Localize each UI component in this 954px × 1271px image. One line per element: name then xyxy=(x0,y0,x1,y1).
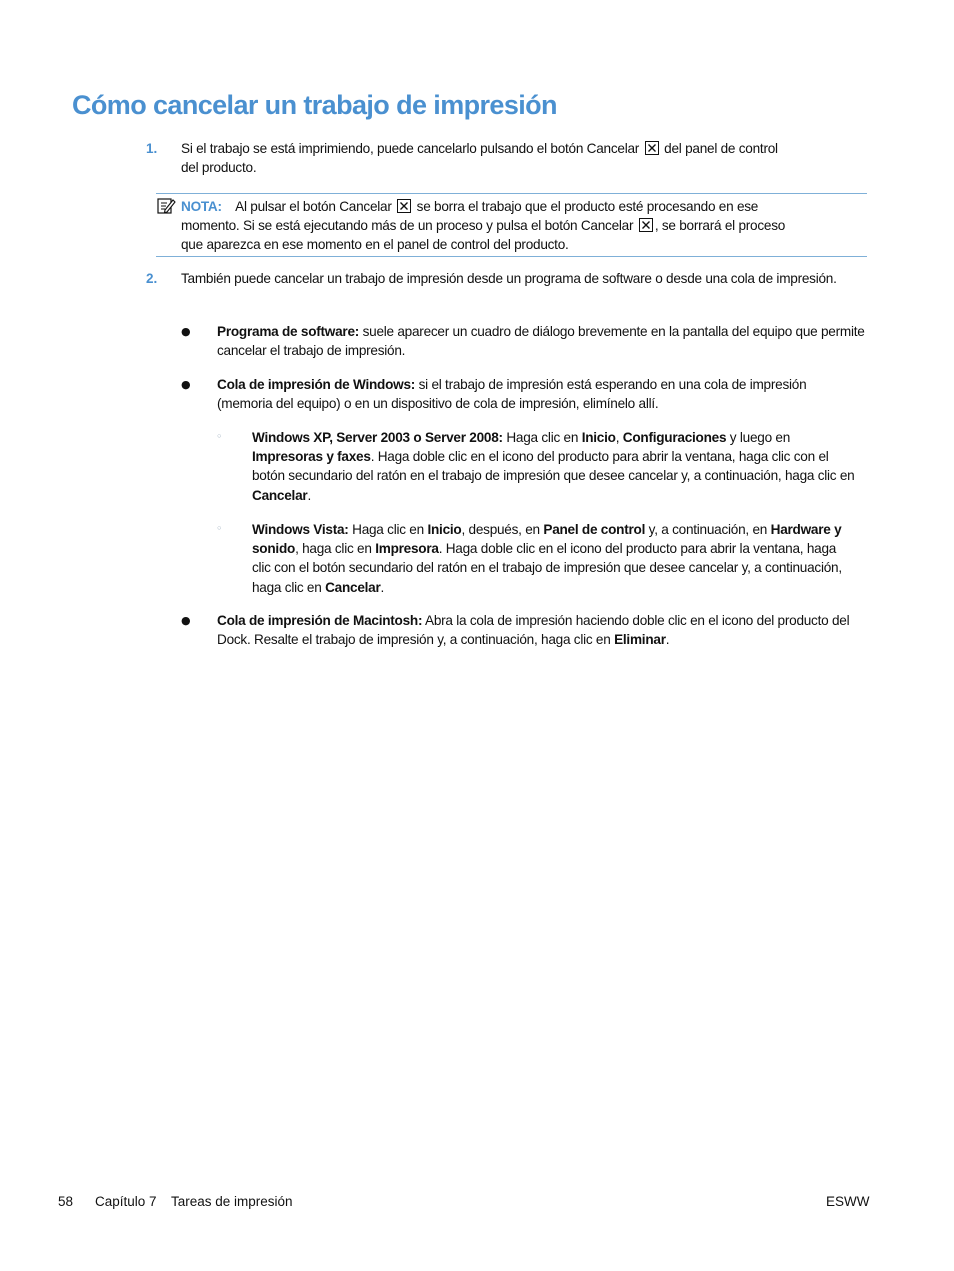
xp-configuraciones: Configuraciones xyxy=(622,430,727,445)
vista-impresora: Impresora xyxy=(375,541,439,557)
sub-bullet-vista xyxy=(252,520,857,597)
xp-text-1: Haga clic en xyxy=(506,430,579,445)
bullet-windows-text: si el trabajo de impresión está esperando en una cola de impresión (memoria del equipo) o en un dispositivo de cola de impresión, elimínelo allí. xyxy=(217,377,807,412)
sub-bullet-marker: ◦ xyxy=(216,430,223,443)
bullet-marker: ● xyxy=(181,378,191,391)
step-1-text-b: del panel de control xyxy=(664,141,778,156)
bullet-mac xyxy=(217,611,857,649)
cancel-x-icon xyxy=(645,141,659,155)
xp-text-3: y luego en xyxy=(729,430,791,445)
page-title: Cómo cancelar un trabajo de impresión xyxy=(72,90,557,120)
bullet-marker: ● xyxy=(181,614,191,627)
step-1-text xyxy=(181,139,871,177)
step-1-text-c: del producto. xyxy=(181,160,257,176)
cancel-x-icon xyxy=(397,199,411,213)
xp-text-4: . Haga doble clic en el icono del producto para abrir la ventana, haga clic con el botón secundario del ratón en el trabajo de impresión que desee cancelar y, a continuación, haga clic en xyxy=(252,449,855,484)
xp-cancelar: Cancelar xyxy=(252,487,308,503)
step-2-number: 2. xyxy=(146,271,158,286)
xp-text-5: . xyxy=(307,487,311,503)
note-pencil-icon xyxy=(156,196,176,216)
vista-panel-control: Panel de control xyxy=(543,522,646,537)
bullet-marker: ● xyxy=(181,325,191,338)
vista-hardware-sonido: Hardware y sonido xyxy=(252,522,842,557)
note-label: NOTA: xyxy=(181,199,222,214)
xp-impresoras-faxes: Impresoras y faxes xyxy=(252,449,371,465)
footer-page-number: 58 xyxy=(58,1194,74,1209)
step-1-text-a: Si el trabajo se está imprimiendo, puede cancelarlo pulsando el botón Cancelar xyxy=(181,141,640,156)
sub-bullet-marker: ◦ xyxy=(216,522,223,535)
xp-text-2: , xyxy=(615,430,620,445)
vista-text-6: . xyxy=(380,579,385,595)
step-2-text: También puede cancelar un trabajo de impresión desde un programa de software o desde una cola de impresión. xyxy=(181,271,837,286)
note-text-b: se borra el trabajo que el producto esté procesando en ese xyxy=(416,199,759,214)
note-text-e: que aparezca en ese momento en el panel de control del producto. xyxy=(181,237,569,253)
vista-text-3: y, a continuación, en xyxy=(648,522,768,537)
vista-text-5: . Haga doble clic en el icono del producto para abrir la ventana, haga clic con el botón secundario del ratón en el trabajo de impresión que desee cancelar y, a continuación, haga clic en xyxy=(252,541,842,595)
step-1-number: 1. xyxy=(146,141,158,156)
vista-inicio: Inicio xyxy=(427,522,462,537)
footer-right-label: ESWW xyxy=(826,1194,870,1209)
bullet-mac-end: . xyxy=(665,632,670,648)
vista-text-2: , después, en xyxy=(461,522,540,537)
footer-chapter-title: Tareas de impresión xyxy=(171,1194,293,1209)
note-text-a: Al pulsar el botón Cancelar xyxy=(235,199,392,214)
cancel-x-icon xyxy=(639,218,653,232)
bullet-software-label: Programa de software: xyxy=(217,324,360,339)
bullet-mac-text: Abra la cola de impresión haciendo doble clic en el icono del producto del Dock. Resalte el trabajo de impresión y, a continuación, haga clic en xyxy=(217,613,850,648)
note-text-c: momento. Si se está ejecutando más de un proceso y pulsa el botón Cancelar xyxy=(181,218,634,234)
bullet-mac-eliminar: Eliminar xyxy=(614,632,666,648)
note-text xyxy=(181,197,871,255)
footer-chapter: Capítulo 7 xyxy=(95,1194,157,1209)
note-box xyxy=(156,193,867,257)
bullet-mac-label: Cola de impresión de Macintosh: xyxy=(217,613,423,628)
bullet-software xyxy=(217,322,872,360)
vista-text-1: Haga clic en xyxy=(352,522,424,537)
vista-label: Windows Vista: xyxy=(252,522,349,537)
xp-inicio: Inicio xyxy=(581,430,616,445)
xp-label: Windows XP, Server 2003 o Server 2008: xyxy=(252,430,503,445)
sub-bullet-xp xyxy=(252,428,862,505)
vista-cancelar: Cancelar xyxy=(325,579,381,595)
vista-text-4: , haga clic en xyxy=(295,541,372,557)
note-text-d: , se borrará el proceso xyxy=(654,218,786,234)
bullet-windows xyxy=(217,375,817,413)
bullet-software-text: suele aparecer un cuadro de diálogo brevemente en la pantalla del equipo que permite cancelar el trabajo de impresión. xyxy=(217,324,865,359)
bullet-windows-label: Cola de impresión de Windows: xyxy=(217,377,416,392)
